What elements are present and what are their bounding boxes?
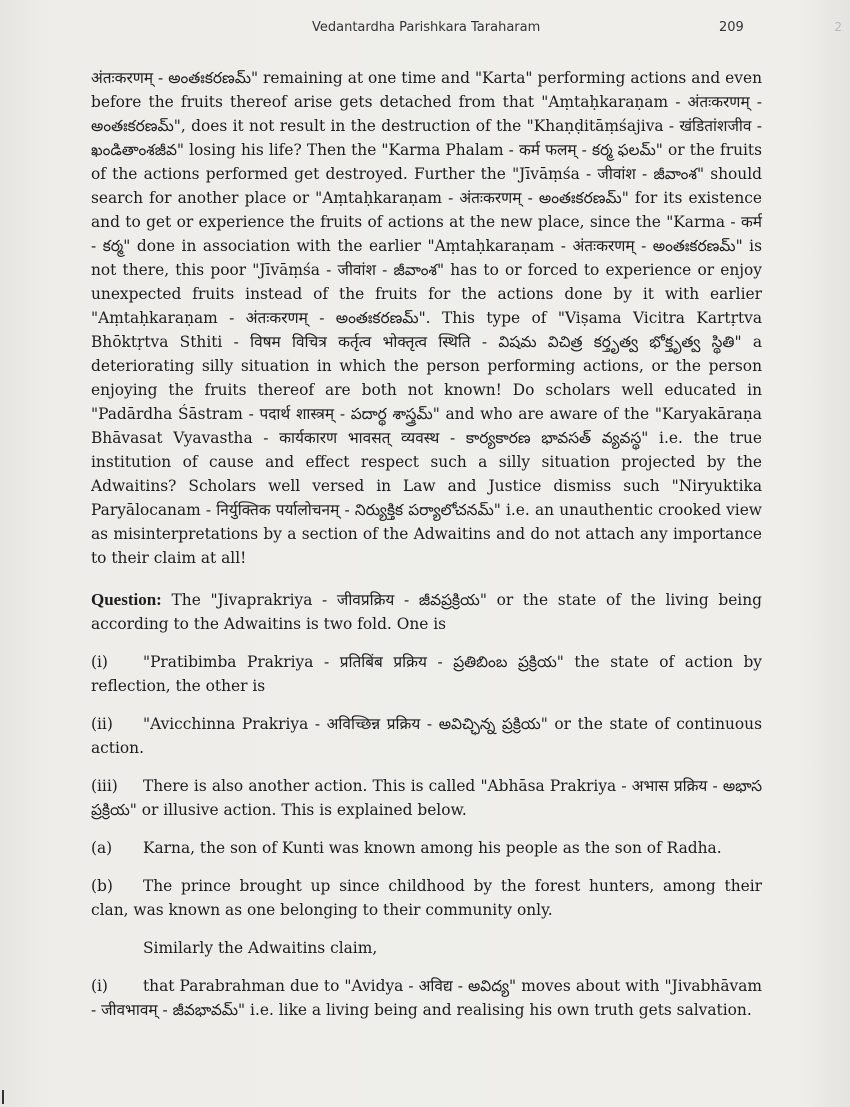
similarly-line: Similarly the Adwaitins claim, (143, 939, 378, 957)
question-paragraph (91, 588, 762, 636)
list-item-index: (a) (91, 839, 113, 857)
page-number: 209 (719, 20, 744, 35)
list-item-index: (b) (91, 877, 113, 895)
list-item-index: (ii) (91, 715, 113, 733)
page-body (91, 66, 762, 1036)
list-item-text: The prince brought up since childhood by the forest hunters, among their clan, was known as one belonging to their community only. (91, 877, 762, 919)
binding-edge-mark (2, 1090, 4, 1104)
corner-mark: 2 (834, 20, 842, 34)
list-item (91, 774, 762, 822)
list-item-index: (iii) (91, 777, 118, 795)
question-label: Question: (91, 590, 162, 609)
list-item (91, 974, 762, 1022)
list-item (91, 836, 762, 860)
question-text: The "Jivaprakriya - जीवप्रक्रिय - జీవప్రక్రియ" or the state of the living being according to the Adwaitins is two fold. One is (91, 591, 762, 633)
list-item-text: There is also another action. This is called "Abhāsa Prakriya - अभास प्रक्रिय - అభాస ప్రక్రియ" or illusive action. This is explained below. (91, 777, 762, 819)
body-paragraph: अंतःकरणम् - అంతఃకరణమ్" remaining at one time and "Karta" performing actions and even before the fruits thereof arise gets detached from that "Aṃtaḥkaraṇam - अंतःकरणम् - అంతఃకరణమ్", does it not result in the destruction of the "Khaṇḍitāṃśajiva - खंडितांशजीव - ఖండితాంశజీవ" losing his life? Then the "Karma Phalam - कर्म फलम् - కర్మ ఫలమ్" or the fruits of the actions performed get destroyed. Further the "Jīvāṃśa - जीवांश - జీవాంశ" should search for another place or "Aṃtaḥkaraṇam - अंतःकरणम् - అంతఃకరణమ్" for its existence and to get or experience the fruits of actions at the new place, since the "Karma - कर्म - కర్మ" done in association with the earlier "Aṃtaḥkaraṇam - अंतःकरणम् - అంతఃకరణమ్" is not there, this poor "Jīvāṃśa - जीवांश - జీవాంశ" has to or forced to experience or enjoy unexpected fruits instead of the fruits for the actions done by it with earlier "Aṃtaḥkaraṇam - अंतःकरणम् - అంతఃకరణమ్". This type of "Viṣama Vicitra Kartṛtva Bhōktṛtva Sthiti - विषम विचित्र कर्तृत्व भोक्तृत्व स्थिति - విషమ విచిత్ర కర్తృత్వ భోక్తృత్వ స్థితి" a deteriorating silly situation in which the person performing actions, or the person enjoying the fruits thereof are both not known! Do scholars well educated in "Padārdha Śāstram - पदार्थ शास्त्रम् - పదార్థ శాస్త్రమ్" and who are aware of the "Karyakāraṇa Bhāvasat Vyavastha - कार्यकारण भावसत् व्यवस्थ - కార్యకారణ భావసత్ వ్యవస్థ" i.e. the true institution of cause and effect respect such a silly situation projected by the Adwaitins? Scholars well versed in Law and Justice dismiss such "Niryuktika Paryālocanam - निर्युक्तिक पर्यालोचनम् - నిర్యుక్తిక పర్యాలోచనమ్" i.e. an unauthentic crooked view as misinterpretations by a section of the Adwaitins and do not attach any importance to their claim at all! (91, 69, 762, 567)
list-item-index: (i) (91, 977, 108, 995)
list-item (91, 650, 762, 698)
list-item-text: Karna, the son of Kunti was known among his people as the son of Radha. (143, 839, 722, 857)
book-title: Vedantardha Parishkara Taraharam (312, 20, 541, 35)
list-item (91, 712, 762, 760)
list-item-text: that Parabrahman due to "Avidya - अविद्य - అవిద్య" moves about with "Jivabhāvam - जीवभावम् - జీవభావమ్" i.e. like a living being and realising his own truth gets salvation. (91, 977, 762, 1019)
running-header (0, 20, 850, 38)
list-item-index: (i) (91, 653, 108, 671)
list-item-text: "Pratibimba Prakriya - प्रतिबिंब प्रक्रिय - ప్రతిబింబ ప్రక్రియ" the state of action by reflection, the other is (91, 653, 762, 695)
list-item (91, 874, 762, 922)
list-item-text: "Avicchinna Prakriya - अविच्छिन्न प्रक्रिय - అవిచ్ఛిన్న ప్రక్రియ" or the state of continuous action. (91, 715, 762, 757)
